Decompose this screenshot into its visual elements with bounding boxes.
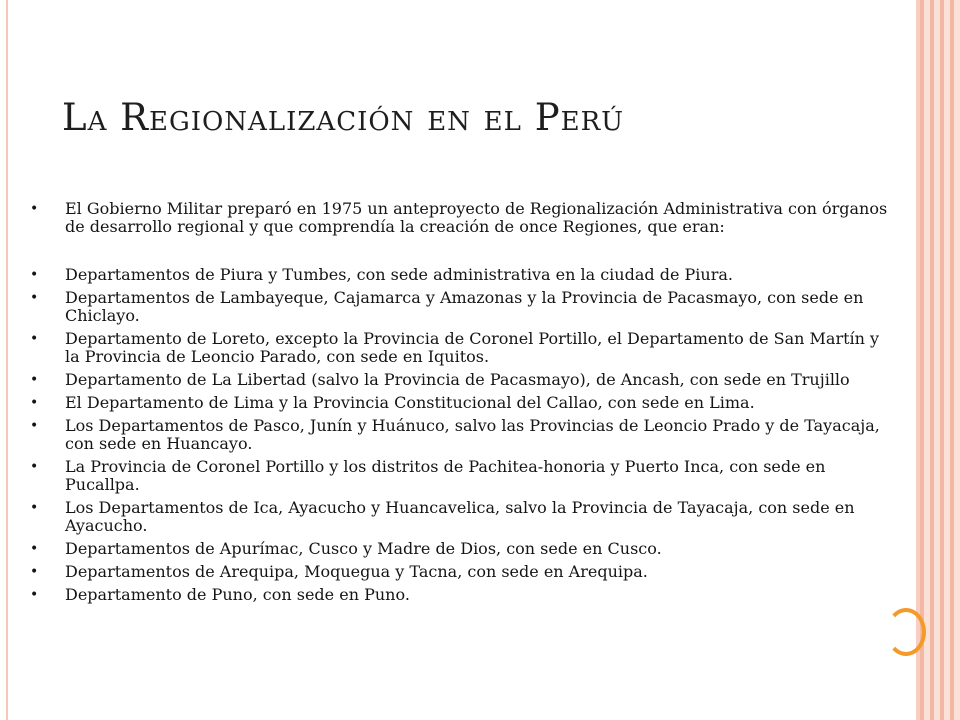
bullet-icon: • [30,459,39,475]
bullet-icon: • [30,290,39,306]
list-item-text: Departamento de Loreto, excepto la Provincia de Coronel Portillo, el Departamento de San Martín y la Provincia de Leoncio Parado, con sede en Iquitos. [65,329,880,366]
list-item [30,499,898,535]
list-item-text: Los Departamentos de Pasco, Junín y Huánuco, salvo las Provincias de Leoncio Prado y de Tayacaja, con sede en Huancayo. [65,416,880,453]
list-item-text: El Gobierno Militar preparó en 1975 un anteproyecto de Regionalización Administrativa con órganos de desarrollo regional y que comprendía la creación de once Regiones, que eran: [65,199,888,236]
list-item [30,417,898,453]
list-item-text: Departamentos de Apurímac, Cusco y Madre de Dios, con sede en Cusco. [65,539,662,558]
left-frame-line [6,0,8,720]
list-item [30,563,898,581]
bullet-icon: • [30,500,39,516]
bullet-icon: • [30,587,39,603]
bullet-list [30,200,898,609]
slide-title: La Regionalización en el Perú [62,96,625,139]
bullet-icon: • [30,564,39,580]
list-item-text: Departamentos de Lambayeque, Cajamarca y Amazonas y la Provincia de Pacasmayo, con sede en Chiclayo. [65,288,864,325]
list-item-text: Departamento de Puno, con sede en Puno. [65,585,410,604]
list-item-text: Departamentos de Piura y Tumbes, con sede administrativa en la ciudad de Piura. [65,265,733,284]
list-item-text: Los Departamentos de Ica, Ayacucho y Huancavelica, salvo la Provincia de Tayacaja, con sede en Ayacucho. [65,498,855,535]
right-frame-stripes [920,0,960,720]
list-item-text: El Departamento de Lima y la Provincia Constitucional del Callao, con sede en Lima. [65,393,755,412]
bullet-icon: • [30,267,39,283]
list-item [30,540,898,558]
bullet-icon: • [30,418,39,434]
bullet-icon: • [30,331,39,347]
list-item [30,200,898,236]
list-item-text: La Provincia de Coronel Portillo y los distritos de Pachitea-honoria y Puerto Inca, con sede en Pucallpa. [65,457,826,494]
list-item-text: Departamentos de Arequipa, Moquegua y Tacna, con sede en Arequipa. [65,562,648,581]
list-item [30,458,898,494]
orange-ring-decoration [886,608,926,656]
bullet-icon: • [30,395,39,411]
bullet-icon: • [30,372,39,388]
list-item [30,266,898,284]
list-item [30,330,898,366]
list-item [30,289,898,325]
bullet-icon: • [30,201,39,217]
list-item [30,371,898,389]
list-item [30,586,898,604]
list-item-text: Departamento de La Libertad (salvo la Provincia de Pacasmayo), de Ancash, con sede en Trujillo [65,370,850,389]
bullet-icon: • [30,541,39,557]
list-item [30,394,898,412]
